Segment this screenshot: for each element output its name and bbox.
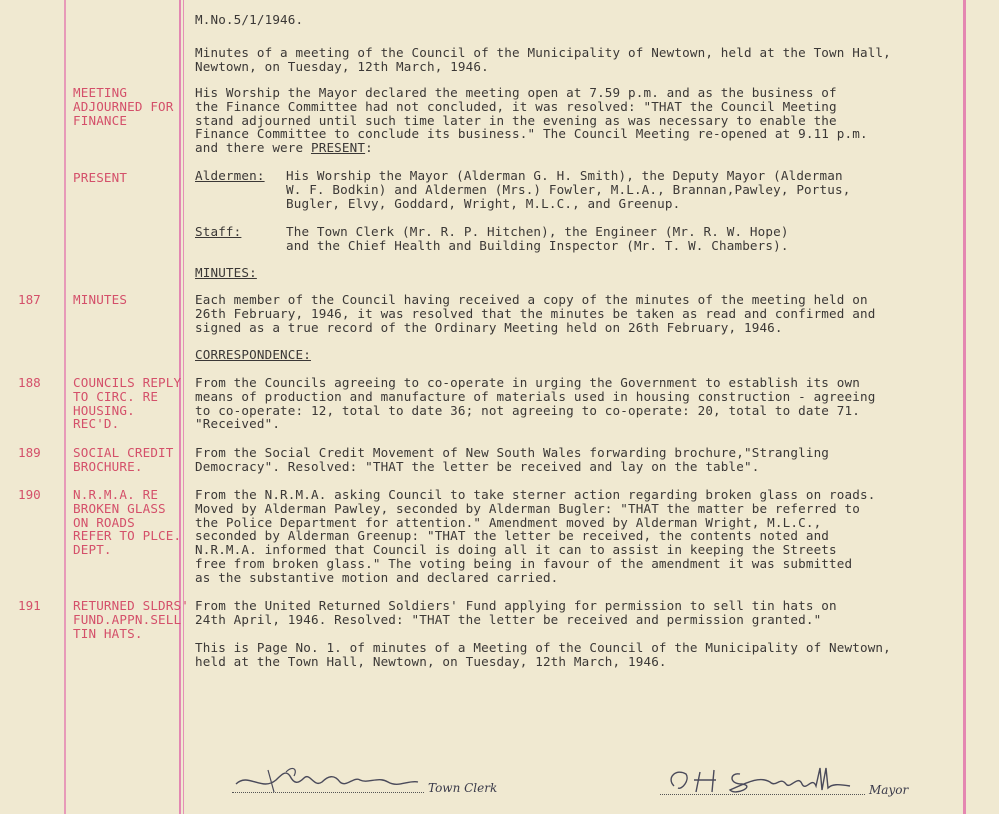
aldermen-label: Aldermen: [195, 168, 265, 183]
aldermen-list: His Worship the Mayor (Alderman G. H. Smith), the Deputy Mayor (Alderman W. F. Bodkin) and Aldermen (Mrs.) Fowler, M.L.A., Brannan,Pawley, Portus, Bugler, Elvy, Goddard, Wright, M.L.C., and Greenup. [286, 168, 851, 211]
item-number-189: 189 [18, 445, 41, 460]
item-number-187: 187 [18, 292, 41, 307]
item-number-190: 190 [18, 487, 41, 502]
mayor-line [660, 794, 865, 795]
page-footer-note: This is Page No. 1. of minutes of a Meeting of the Council of the Municipality of Newtown, held at the Town Hall, Newtown, on Tuesday, 12th March, 1946. [195, 640, 891, 669]
margin-note-191: RETURNED SLDRS' FUND.APPN.SELL TIN HATS. [73, 598, 189, 641]
town-clerk-line [232, 792, 424, 793]
margin-note-meeting-adjourned: MEETING ADJOURNED FOR FINANCE [73, 85, 174, 128]
meeting-intro: Minutes of a meeting of the Council of the Municipality of Newtown, held at the Town Hall, Newtown, on Tuesday, 12th March, 1946. [195, 45, 891, 74]
item-text-187: Each member of the Council having received a copy of the minutes of the meeting held on 26th February, 1946, it was resolved that the minutes be taken as read and confirmed and signed as a true record of the Ordinary Meeting held on 26th February, 1946. [195, 292, 876, 335]
mayor-signature [660, 762, 860, 802]
item-number-191: 191 [18, 598, 41, 613]
margin-note-present: PRESENT [73, 170, 128, 185]
minutes-heading: MINUTES: [195, 265, 257, 280]
item-text-191: From the United Returned Soldiers' Fund applying for permission to sell tin hats on 24th April, 1946. Resolved: "THAT the letter be received and permission granted." [195, 598, 837, 627]
margin-note-190: N.R.M.A. RE BROKEN GLASS ON ROADS REFER TO PLCE. DEPT. [73, 487, 182, 558]
staff-list: The Town Clerk (Mr. R. P. Hitchen), the Engineer (Mr. R. W. Hope) and the Chief Health and Building Inspector (Mr. T. W. Chambers). [286, 224, 789, 253]
town-clerk-label: Town Clerk [428, 781, 498, 795]
mayor-label: Mayor [869, 783, 909, 797]
item-number-188: 188 [18, 375, 41, 390]
item-text-190: From the N.R.M.A. asking Council to take sterner action regarding broken glass on roads. Moved by Alderman Pawley, seconded by Alderman Bugler: "THAT the matter be referred to the Police Department for attention." Amendment moved by Alderman Wright, M.L.C., seconded by Alderman Greenup: "THAT the letter be received, the contents noted and N.R.M.A. informed that Council is doing all it can to assist in keeping the Streets free from broken glass." The voting being in favour of the amendment it was submitted as the substantive motion and declared carried. [195, 487, 876, 585]
margin-note-187: MINUTES [73, 292, 128, 307]
item-text-189: From the Social Credit Movement of New South Wales forwarding brochure,"Strangling Democracy". Resolved: "THAT the letter be received and lay on the table". [195, 445, 830, 474]
margin-rule-center-inner [183, 0, 184, 814]
minute-reference: M.No.5/1/1946. [195, 12, 304, 27]
margin-note-188: COUNCILS REPLY TO CIRC. RE HOUSING. REC'D. [73, 375, 182, 432]
town-clerk-signature [228, 762, 428, 802]
item-text-188: From the Councils agreeing to co-operate in urging the Government to establish its own means of production and manufacture of materials used in housing construction - agreeing to co-operate: 12, total to date 36; not agreeing to co-operate: 20, total to date 71. "Received". [195, 375, 876, 432]
margin-rule-left [64, 0, 66, 814]
staff-label: Staff: [195, 224, 242, 239]
margin-note-189: SOCIAL CREDIT BROCHURE. [73, 445, 174, 474]
margin-rule-right [963, 0, 966, 814]
meeting-adjourned-text: His Worship the Mayor declared the meeting open at 7.59 p.m. and as the business of the Finance Committee had not concluded, it was resolved: "THAT the Council Meeting stand adjourned until such time later in the evening as was necessary to enable the Finance Committee to conclude its business." The Council Meeting re-opened at 9.11 p.m. and there were PRESENT: [195, 85, 868, 156]
present-word: PRESENT [310, 140, 366, 156]
correspondence-heading: CORRESPONDENCE: [195, 347, 311, 362]
